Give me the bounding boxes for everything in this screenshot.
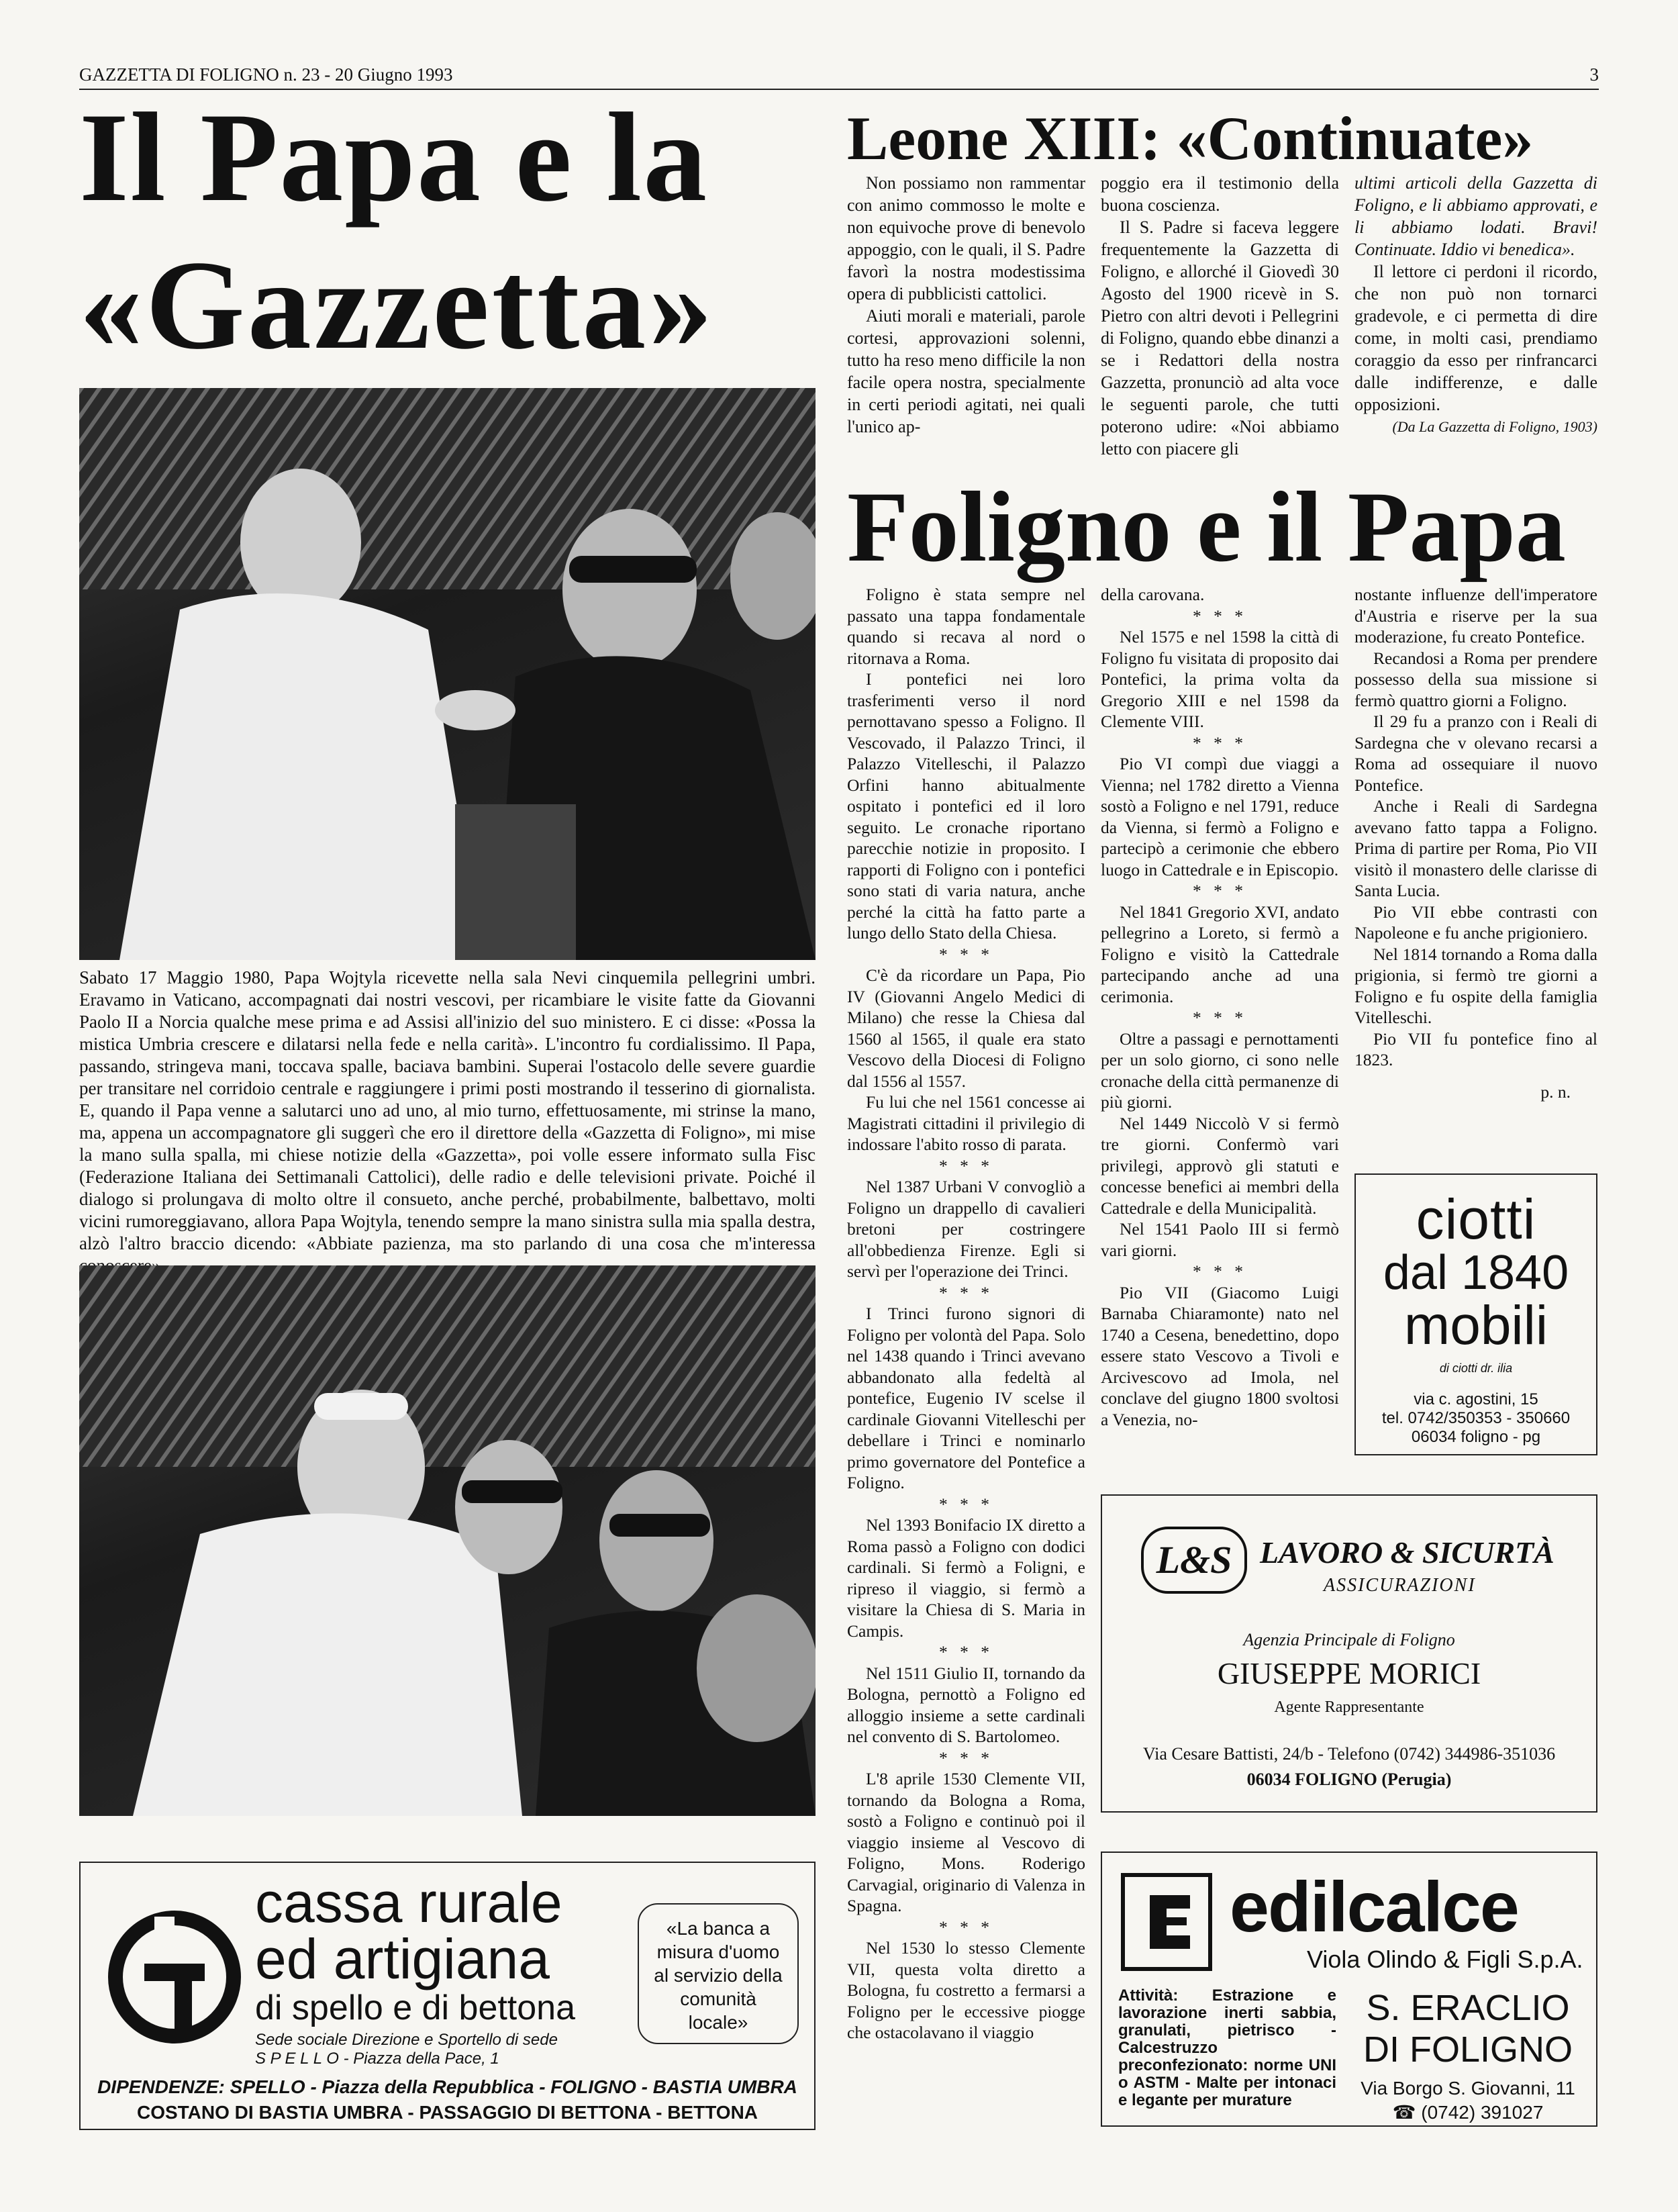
- foligno-separator: * * *: [1193, 1261, 1247, 1281]
- foligno-c1-p9: Nel 1530 lo stesso Clemente VII, questa volta diretto a Bologna, fu costretto a fermarsi a Foligno per le eccessive piogge che ostacolavano il viaggio: [847, 1938, 1085, 2042]
- leone-col2: [1101, 172, 1339, 460]
- ciotti-tel: tel. 0742/350353 - 350660: [1381, 1409, 1571, 1427]
- cassa-rurale-seat: Sede sociale Direzione e Sportello di sede: [255, 2031, 558, 2049]
- ciotti-city: 06034 foligno - pg: [1411, 1428, 1541, 1446]
- main-title-line1: Il Papa e la: [79, 87, 709, 228]
- foligno-col2: [1101, 584, 1339, 1430]
- foligno-c1-p2: C'è da ricordare un Papa, Pio IV (Giovanni Angelo Medici di Milano) che resse la Chiesa dal 1560 al 1565, il quale era stato Vescovo della Diocesi di Foligno dal 1556 al 1557.: [847, 965, 1085, 1091]
- foligno-c1-p1: I pontefici nei loro trasferimenti verso il nord pernottavano spesso a Foligno. Il Vescovado, il Palazzo Trinci, il Palazzo Vitelleschi, il Palazzo Orfini hanno abitualmente ospitato i pontefici ed il loro seguito. Le cronache riportano parecchie notizie in proposito. I rapporti di Foligno con i pontefici sono stati di varia natura, anche perché la città ha fatto parte a lungo dello Stato della Chiesa.: [847, 669, 1085, 943]
- lavoro-address: Via Cesare Battisti, 24/b - Telefono (0742) 344986-351036: [1142, 1744, 1556, 1764]
- foligno-c1-p5: I Trinci furono signori di Foligno per volontà del Papa. Solo nel 1438 quando i Trinci avevano abbandonato alla fedeltà al pontefice, Eugenio IV scelse il cardinale Giovanni Vitelleschi per debellare i Trinci e nominarlo primo governatore del Pontefice a Foligno.: [847, 1304, 1085, 1492]
- foligno-c1-p6: Nel 1393 Bonifacio IX diretto a Roma passò a Foligno con dodici cardinali. Si fermò a Foligni, e ripreso il viaggio, si fermò a visitare la Chiesa di S. Maria in Campis.: [847, 1515, 1085, 1641]
- foligno-c1-p8: L'8 aprile 1530 Clemente VII, tornando da Bologna a Roma, sostò a Foligno e continuò poi il viaggio insieme al Vescovo di Foligno, Mons. Roderigo Carvagial, originario di Valenza in Spagna.: [847, 1769, 1085, 1915]
- leone-para3: poggio era il testimonio della buona coscienza.: [1101, 173, 1339, 215]
- cassa-rurale-line2: ed artigiana: [255, 1927, 550, 1990]
- ad-cassa-rurale: [79, 1862, 816, 2130]
- ciotti-line2: dal 1840: [1383, 1246, 1569, 1300]
- foligno-c1-p3: Fu lui che nel 1561 concesse ai Magistrati cittadini il privilegio di indossare l'abito rosso di parata.: [847, 1092, 1085, 1154]
- cassa-rurale-branches-2: COSTANO DI BASTIA UMBRA - PASSAGGIO DI BETTONA - BETTONA: [136, 2102, 758, 2123]
- foligno-c2-p7: Pio VII (Giacomo Luigi Barnaba Chiaramonte) nato nel 1740 a Cesena, benedettino, dopo essere stato Vescovo a Tivoli e Arcivescovo ad Imola, nel conclave del giugno 1800 svoltosi a Venezia, no-: [1101, 1282, 1339, 1429]
- edilcalce-company: Viola Olindo & Figli S.p.A.: [1307, 1945, 1583, 1973]
- foligno-c2-p4: Oltre a passagi e pernottamenti per un solo giorno, ci sono nelle cronache della città permanenze di più giorni.: [1101, 1028, 1339, 1112]
- leone-para1: Non possiamo non rammentar con animo commosso le molte e non equivoche prove di benevolo appoggio, con le quali, il S. Padre favorì la nostra modestissima opera di pubblicisti cattolici.: [847, 173, 1085, 303]
- foligno-c3-p4: Pio VII ebbe contrasti con Napoleone e fu anche prigioniero.: [1354, 902, 1597, 943]
- foligno-separator: * * *: [939, 1282, 993, 1302]
- edilcalce-place-2: DI FOLIGNO: [1363, 2029, 1573, 2070]
- foligno-c3-p2: Il 29 fu a pranzo con i Reali di Sardegna che v olevano recarsi a Roma ad ossequiare il nuovo Pontefice.: [1354, 712, 1597, 795]
- lavoro-logo: L&S: [1141, 1527, 1247, 1594]
- foligno-c2-p6: Nel 1541 Paolo III si fermò vari giorni.: [1101, 1219, 1339, 1260]
- foligno-c2-p2: Pio VI compì due viaggi a Vienna; nel 1782 diretto a Vienna sostò a Foligno e nel 1791, reduce da Vienna, si fermò a Foligno e partecipò a cerimonie che ebbero luogo in Cattedrale e in Episcopio.: [1101, 754, 1339, 879]
- edilcalce-activity: Attività: Estrazione e lavorazione inerti sabbia, granulati, pietrisco - Calcestruzzo preconfezionato: norme UNI o ASTM - Malte per intonaci e legante per murature: [1118, 1986, 1336, 2109]
- foligno-c2-p0: della carovana.: [1101, 585, 1205, 604]
- leone-para5: ultimi articoli della Gazzetta di Foligno, e li abbiamo approvati, e li abbiamo lodati. Bravi! Continuate. Iddio vi benedica».: [1354, 173, 1597, 259]
- foligno-separator: * * *: [939, 1155, 993, 1175]
- newspaper-issue: GAZZETTA DI FOLIGNO n. 23 - 20 Giugno 1993: [79, 64, 453, 85]
- foligno-c1-p4: Nel 1387 Urbani V convogliò a Foligno un drappello di cavalieri bretoni per costringere all'obbedienza Firenze. Egli si servì per l'operazione dei Trinci.: [847, 1177, 1085, 1281]
- cassa-rurale-line1: cassa rurale: [255, 1871, 562, 1934]
- edilcalce-address: Via Borgo S. Giovanni, 11: [1361, 2078, 1575, 2099]
- main-title-line2: «Gazzetta»: [79, 235, 715, 376]
- cassa-rurale-slogan: «La banca a misura d'uomo al servizio della comunità locale»: [638, 1903, 799, 2044]
- photo-pope-greeting: [79, 388, 816, 960]
- cassa-rurale-branches-1: DIPENDENZE: SPELLO - Piazza della Repubblica - FOLIGNO - BASTIA UMBRA: [97, 2076, 797, 2097]
- ad-lavoro-sicurta: [1101, 1494, 1597, 1813]
- foligno-separator: * * *: [939, 944, 993, 964]
- leone-col3: [1354, 172, 1597, 438]
- foligno-separator: * * *: [1193, 732, 1247, 753]
- lavoro-city: 06034 FOLIGNO (Perugia): [1246, 1770, 1452, 1789]
- foligno-col3: [1354, 584, 1597, 1102]
- leone-para6: Il lettore ci perdoni il ricordo, che non può non tornarci gradevole, e ci permetta di dire come, in molti casi, prendiamo coraggio da esso per rinfrancarci dalle indifferenze, e dalle opposizioni.: [1354, 262, 1597, 414]
- edilcalce-place-1: S. ERACLIO: [1366, 1988, 1570, 2028]
- edilcalce-tel: ☎ (0742) 391027: [1392, 2102, 1544, 2123]
- foligno-c1-p7: Nel 1511 Giulio II, tornando da Bologna, pernottò a Foligno ed alloggio insieme a sette cardinali nel convento di S. Bartolomeo.: [847, 1663, 1085, 1746]
- leone-title: Leone XIII: «Continuate»: [847, 104, 1534, 173]
- foligno-signature: p. n.: [1540, 1081, 1571, 1102]
- foligno-separator: * * *: [939, 1494, 993, 1514]
- leone-para4: Il S. Padre si faceva leggere frequentemente la Gazzetta di Foligno, e allorché il Giovedì 30 Agosto del 1900 ricevè in S. Pietro con altri devoti i Pellegrini di Foligno, quando ebbe dinanzi a se i Redattori della nostra Gazzetta, pronunciò ad alta voce le seguenti parole, che tutti poterono udire: «Noi abbiamo letto con piacere gli: [1101, 218, 1339, 459]
- foligno-separator: * * *: [1193, 881, 1247, 900]
- photo-pope-greeting-image: [79, 388, 816, 960]
- edilcalce-name: edilcalce: [1230, 1868, 1518, 1947]
- foligno-separator: * * *: [1193, 606, 1247, 626]
- foligno-separator: * * *: [939, 1642, 993, 1662]
- ciotti-address: via c. agostini, 15: [1414, 1390, 1538, 1408]
- foligno-separator: * * *: [1193, 1008, 1247, 1027]
- foligno-c3-p0: nostante influenze dell'imperatore d'Austria e riserve per la sua moderazione, fu creato Pontefice.: [1354, 585, 1597, 646]
- cassa-rurale-logo-icon: [107, 1910, 242, 2044]
- ciotti-owner: di ciotti dr. ilia: [1439, 1361, 1513, 1375]
- foligno-c1-p0: Foligno è stata sempre nel passato una tappa fondamentale quando si recava al nord o ritornava a Roma.: [847, 585, 1085, 668]
- ciotti-line3: mobili: [1403, 1295, 1548, 1356]
- lavoro-agent: GIUSEPPE MORICI: [1217, 1656, 1481, 1690]
- cassa-rurale-line3: di spello e di bettona: [255, 1988, 576, 2027]
- photo-caption: Sabato 17 Maggio 1980, Papa Wojtyla ricevette nella sala Nevi cinquemila pellegrini umbri. Eravamo in Vaticano, accompagnati dai nostri vescovi, per ricambiare le visite fatte da Giovanni Paolo II a Norcia qualche mese prima e ad Assisi all'inizio del suo ministero. E ci disse: «Possa la mistica Umbria crescere e dilatarsi nella fede e nella carità». L'incontro fu cordialissimo. Il Papa, passando, stringeva mani, toccava spalle, baciava bambini. Superai l'ostacolo delle severe guardie per transitare nel corridoio centrale e raggiungere i primi posti mostrando il tesserino di giornalista. E, quando il Papa venne a salutarci uno ad uno, al mio turno, effettuosamente, mi strinse la mano, ma, appena un accompagnatore gli suggerì che ero il direttore della «Gazzetta di Foligno», mi mise la mano sulla spalla, mi chiese notizie della «Gazzetta», poi volle essere informato sulla Fisc (Federazione Italiana dei Settimanali Cattolici), delle radio e delle televisioni private. Poiché il dialogo si prolungava di molto oltre il consueto, anche perché, probabilmente, balbettavo, molti vicini rumoreggiavano, allora Papa Wojtyla, tenendo sempre la mano sinistra sulla mia spalla destra, alzò l'altro braccio dicendo: «Abbiate pazienza, ma sto parlando di una cosa che m'interessa: [79, 967, 816, 1253]
- foligno-c3-p1: Recandosi a Roma per prendere possesso della sua missione si fermò quattro giorni a Foligno.: [1354, 648, 1597, 710]
- ciotti-line1: ciotti: [1416, 1188, 1536, 1251]
- foligno-title: Foligno e il Papa: [847, 471, 1566, 583]
- foligno-separator: * * *: [939, 1747, 993, 1768]
- cassa-rurale-seat-address: S P E L L O - Piazza della Pace, 1: [255, 2050, 499, 2068]
- lavoro-agency: Agenzia Principale di Foligno: [1243, 1630, 1455, 1649]
- photo-pope-blessing-image: [79, 1265, 816, 1816]
- foligno-separator: * * *: [939, 1917, 993, 1937]
- foligno-c2-p3: Nel 1841 Gregorio XVI, andato pellegrino a Loreto, si fermò a Foligno e visitò la Cattedrale partecipando anche ad una cerimonia.: [1101, 902, 1339, 1006]
- leone-col1: [847, 172, 1085, 438]
- foligno-c3-p3: Anche i Reali di Sardegna avevano fatto tappa a Foligno. Prima di partire per Roma, Pio VII visitò il monastero delle clarisse di Santa Lucia.: [1354, 796, 1597, 900]
- leone-para2: Aiuti morali e materiali, parole cortesi, approvazioni solenni, tutto ha reso meno difficile la non facile opera nostra, specialmente in certi periodi agitati, nei quali l'unico ap-: [847, 306, 1085, 436]
- lavoro-role: Agente Rappresentante: [1274, 1698, 1424, 1716]
- page-number: 3: [1589, 64, 1599, 85]
- lavoro-sub: ASSICURAZIONI: [1324, 1575, 1476, 1596]
- foligno-col1: [847, 584, 1085, 2043]
- foligno-c3-p6: Pio VII fu pontefice fino al 1823.: [1354, 1028, 1597, 1069]
- edilcalce-logo-icon: [1120, 1872, 1214, 1972]
- foligno-c3-p5: Nel 1814 tornando a Roma dalla prigionia, si fermò tre giorni a Foligno e fu ospite della famiglia Vitelleschi.: [1354, 944, 1597, 1027]
- leone-source: (Da La Gazzetta di Foligno, 1903): [1392, 418, 1597, 435]
- lavoro-name: LAVORO & SICURTÀ: [1260, 1535, 1554, 1570]
- page-header: [79, 62, 1599, 90]
- ad-ciotti-mobili: [1354, 1173, 1597, 1455]
- foligno-c2-p1: Nel 1575 e nel 1598 la città di Foligno fu visitata di proposito dai Pontefici, la prima volta da Gregorio XIII e nel 1598 da Clemente VIII.: [1101, 627, 1339, 731]
- foligno-c2-p5: Nel 1449 Niccolò V si fermò tre giorni. Confermò vari privilegi, approvò gli statuti e concesse benefici ai membri della Cattedrale e della Municipalità.: [1101, 1113, 1339, 1218]
- ad-edilcalce: [1101, 1852, 1597, 2127]
- photo-pope-blessing: [79, 1265, 816, 1816]
